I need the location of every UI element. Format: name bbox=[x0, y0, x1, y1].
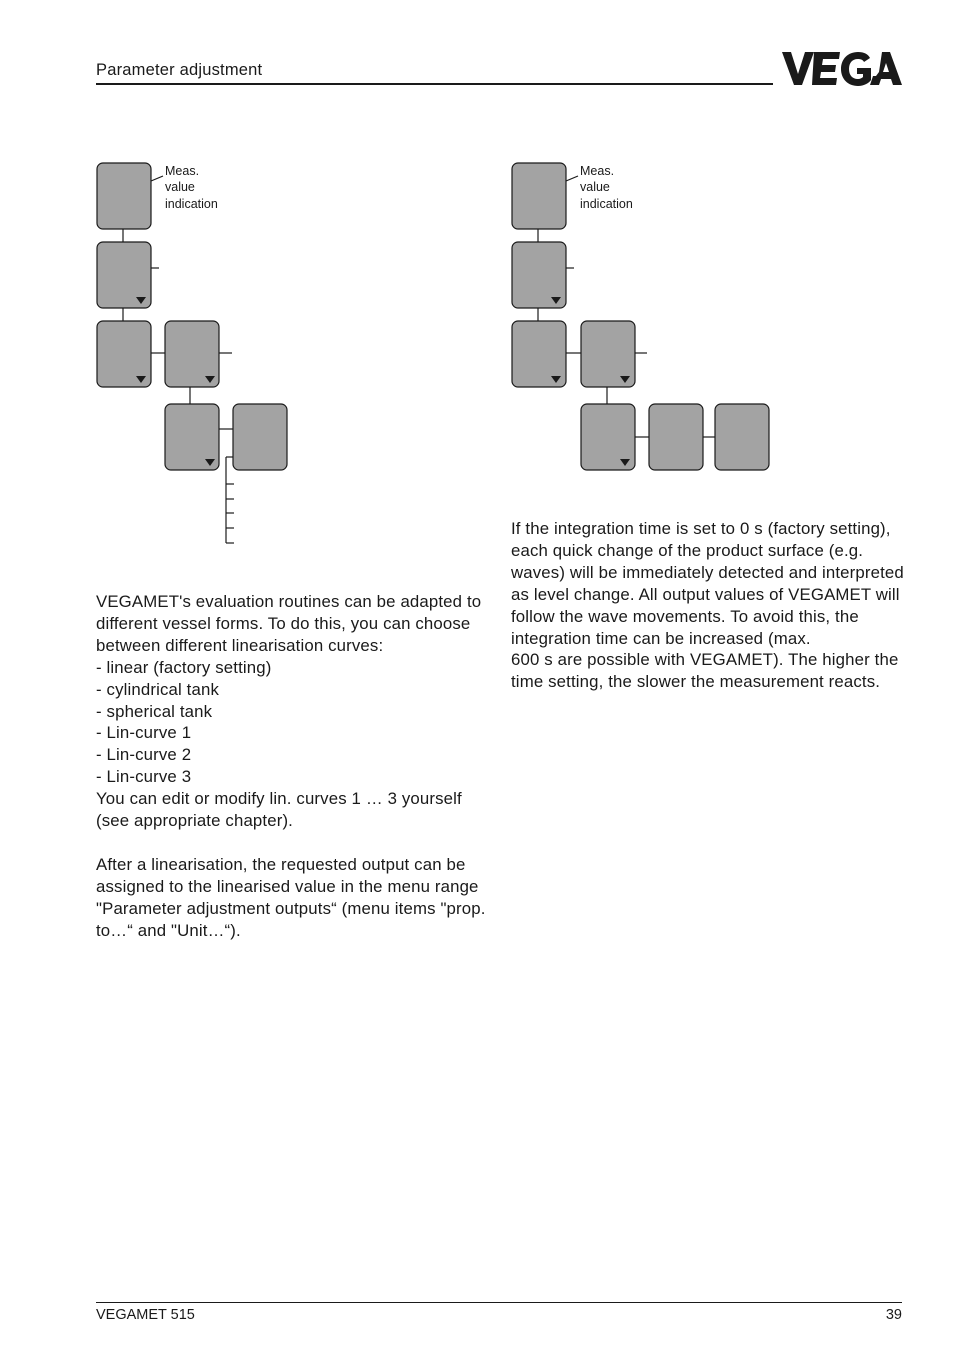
menu-box[interactable] bbox=[233, 404, 287, 470]
diagram-label: Meas. bbox=[580, 164, 615, 178]
option-item: - Lin-curve 3 bbox=[96, 767, 192, 787]
menu-box[interactable] bbox=[97, 242, 151, 308]
option-item: - cylindrical tank bbox=[96, 679, 220, 699]
option-item: - linear (factory setting) bbox=[96, 657, 272, 677]
linearisation-text bbox=[96, 591, 496, 941]
diagram-right bbox=[512, 163, 769, 470]
integration-text bbox=[511, 518, 906, 693]
menu-box[interactable] bbox=[165, 404, 219, 470]
option-item: - Lin-curve 1 bbox=[96, 723, 192, 743]
menu-box[interactable] bbox=[97, 321, 151, 387]
integration-paragraph-2: 600 s are possible with VEGAMET). The higher the time setting, the slower the measurement reacts. bbox=[511, 650, 899, 692]
menu-box[interactable] bbox=[512, 321, 566, 387]
footer-product: VEGAMET 515 bbox=[96, 1307, 195, 1323]
option-item: - spherical tank bbox=[96, 701, 213, 721]
intro-paragraph: VEGAMET's evaluation routines can be adapted to different vessel forms. To do this, you can choose between different linearisation curves: bbox=[96, 592, 482, 655]
menu-box[interactable] bbox=[512, 163, 566, 229]
integration-paragraph-1: If the integration time is set to 0 s (factory setting), each quick change of the product surface (e.g. waves) will be immediately detected and interpreted as level change. All output values of VEGAMET will follow the wave movements. To avoid this, the integration time can be increased (max. bbox=[511, 519, 904, 648]
menu-box[interactable] bbox=[715, 404, 769, 470]
footer-rule bbox=[96, 1302, 902, 1303]
section-title: Parameter adjustment bbox=[96, 61, 263, 79]
diagram-left bbox=[97, 163, 287, 543]
page-number: 39 bbox=[885, 1307, 902, 1323]
diagram-label: indication bbox=[165, 197, 218, 211]
menu-box[interactable] bbox=[581, 404, 635, 470]
diagram-label: indication bbox=[580, 197, 633, 211]
menu-box[interactable] bbox=[512, 242, 566, 308]
diagram-label: Meas. bbox=[165, 164, 200, 178]
menu-box[interactable] bbox=[581, 321, 635, 387]
diagram-label: value bbox=[580, 180, 610, 194]
menu-box[interactable] bbox=[165, 321, 219, 387]
menu-box[interactable] bbox=[97, 163, 151, 229]
edit-note: You can edit or modify lin. curves 1 … 3 yourself (see appropriate chapter). bbox=[96, 789, 462, 831]
vega-logo bbox=[782, 52, 902, 86]
header-rule bbox=[96, 83, 773, 85]
after-note: After a linearisation, the requested output can be assigned to the linearised value in the menu range "Parameter adjustment outputs“ (menu items "prop. to…“ and "Unit…“). bbox=[96, 854, 486, 940]
menu-box[interactable] bbox=[649, 404, 703, 470]
diagram-label: value bbox=[165, 180, 195, 194]
option-item: - Lin-curve 2 bbox=[96, 745, 192, 765]
